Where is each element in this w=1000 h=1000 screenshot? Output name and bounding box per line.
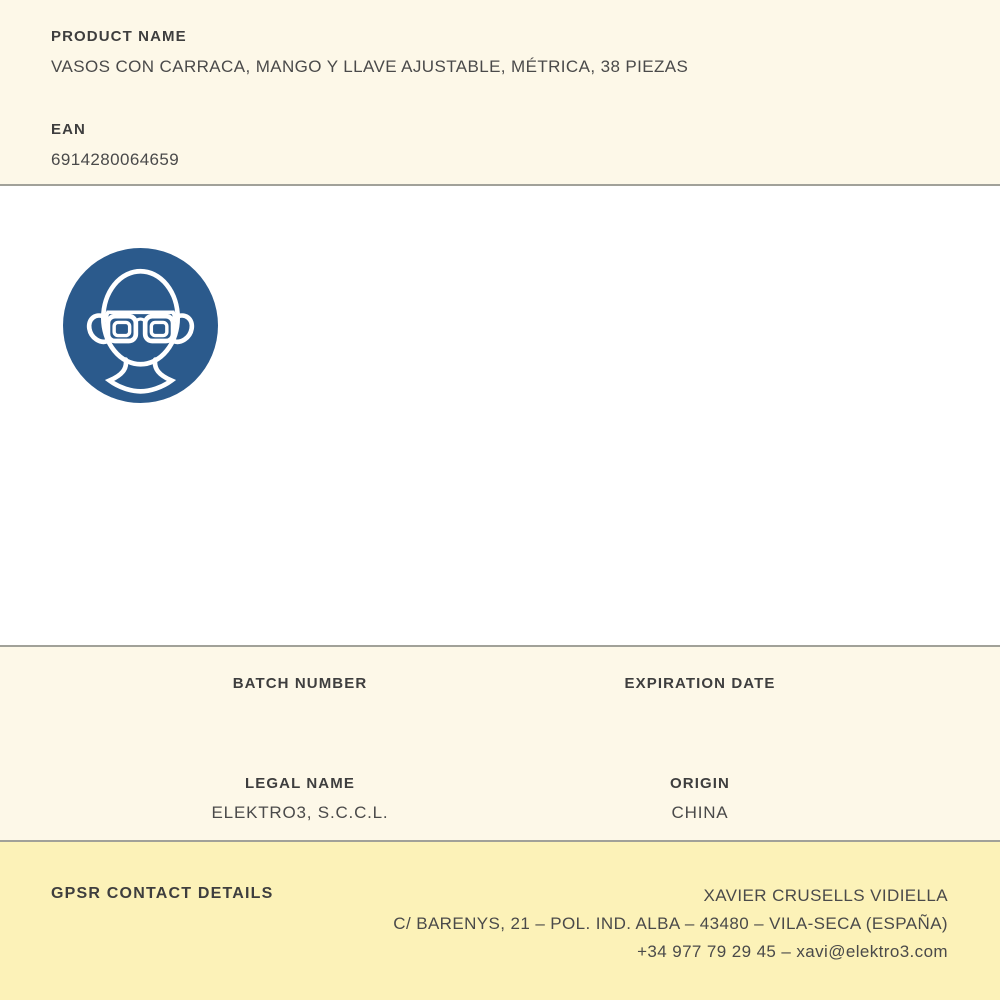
details-row-2 bbox=[100, 775, 900, 823]
ean-value: 6914280064659 bbox=[51, 150, 180, 169]
ean-label: EAN bbox=[51, 121, 86, 138]
gpsr-contact-section bbox=[0, 842, 1000, 1000]
product-header-section bbox=[0, 0, 1000, 186]
gpsr-contact-phone-email: +34 977 79 29 45 – xavi@elektro3.com bbox=[637, 942, 948, 961]
legal-name-field bbox=[100, 775, 500, 823]
legal-name-value: ELEKTRO3, S.C.C.L. bbox=[211, 803, 389, 822]
expiration-date-field bbox=[500, 675, 900, 703]
legal-name-label: LEGAL NAME bbox=[245, 775, 355, 792]
gpsr-contact-address: C/ BARENYS, 21 – POL. IND. ALBA – 43480 – VILA-SECA (ESPAÑA) bbox=[393, 914, 948, 933]
origin-field bbox=[500, 775, 900, 823]
safety-icon-section bbox=[0, 188, 1000, 645]
gpsr-contact-block bbox=[393, 882, 948, 966]
batch-number-field bbox=[100, 675, 500, 703]
origin-label: ORIGIN bbox=[670, 775, 730, 792]
batch-number-label: BATCH NUMBER bbox=[232, 675, 368, 692]
gpsr-contact-label: GPSR CONTACT DETAILS bbox=[51, 885, 274, 902]
product-name-label: PRODUCT NAME bbox=[51, 28, 187, 45]
origin-value: CHINA bbox=[671, 803, 729, 822]
product-details-section bbox=[0, 645, 1000, 842]
details-row-1 bbox=[100, 675, 900, 703]
product-name-value: VASOS CON CARRACA, MANGO Y LLAVE AJUSTABLE, MÉTRICA, 38 PIEZAS bbox=[51, 57, 689, 76]
expiration-date-label: EXPIRATION DATE bbox=[624, 675, 776, 692]
gpsr-contact-name: XAVIER CRUSELLS VIDIELLA bbox=[703, 886, 948, 905]
wear-eye-protection-icon bbox=[63, 248, 218, 403]
